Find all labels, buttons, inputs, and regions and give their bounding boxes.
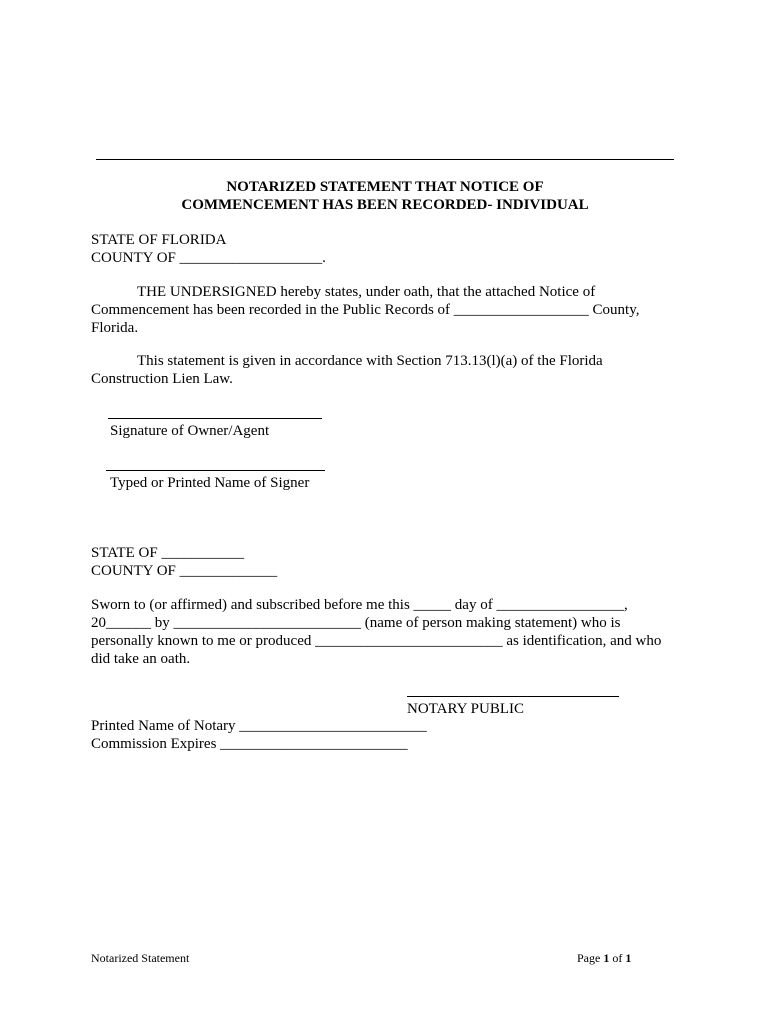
page-of: of [609, 951, 626, 965]
page-prefix: Page [577, 951, 604, 965]
paragraph-2-line-2: Construction Lien Law. [91, 371, 233, 387]
notary-venue-county: COUNTY OF _____________ [91, 563, 278, 579]
printed-name-line [106, 470, 325, 471]
notary-printed-name: Printed Name of Notary _________________________ [91, 718, 427, 734]
paragraph-1-line-2: Commencement has been recorded in the Public Records of __________________ County, [91, 302, 640, 318]
paragraph-1-line-1: THE UNDERSIGNED hereby states, under oath, that the attached Notice of [137, 284, 596, 300]
footer-document-name: Notarized Statement [91, 951, 190, 965]
jurat-line-2: 20______ by _________________________ (name of person making statement) who is [91, 615, 621, 631]
venue-county: COUNTY OF ___________________. [91, 250, 326, 266]
jurat-line-3: personally known to me or produced _________________________ as identification, and who [91, 633, 662, 649]
notary-public-label: NOTARY PUBLIC [407, 701, 525, 717]
notary-venue-state: STATE OF ___________ [91, 545, 244, 561]
page-current: 1 [603, 951, 610, 965]
printed-name-label: Typed or Printed Name of Signer [110, 475, 310, 491]
paragraph-2-line-1: This statement is given in accordance with Section 713.13(l)(a) of the Florida [137, 353, 603, 369]
jurat-line-1: Sworn to (or affirmed) and subscribed before me this _____ day of _________________, [91, 597, 628, 613]
footer-page-number [577, 949, 631, 967]
page-total: 1 [625, 951, 632, 965]
owner-signature-line [108, 418, 322, 419]
owner-signature-label: Signature of Owner/Agent [110, 423, 270, 439]
document-title-line-2: COMMENCEMENT HAS BEEN RECORDED- INDIVIDUAL [181, 197, 589, 213]
paragraph-1-line-3: Florida. [91, 320, 139, 336]
jurat-line-4: did take an oath. [91, 651, 191, 667]
venue-state: STATE OF FLORIDA [91, 232, 227, 248]
notary-commission-expires: Commission Expires _________________________ [91, 736, 408, 752]
notary-signature-line [407, 696, 619, 697]
header-rule [96, 159, 674, 160]
document-title-line-1: NOTARIZED STATEMENT THAT NOTICE OF [226, 179, 544, 195]
